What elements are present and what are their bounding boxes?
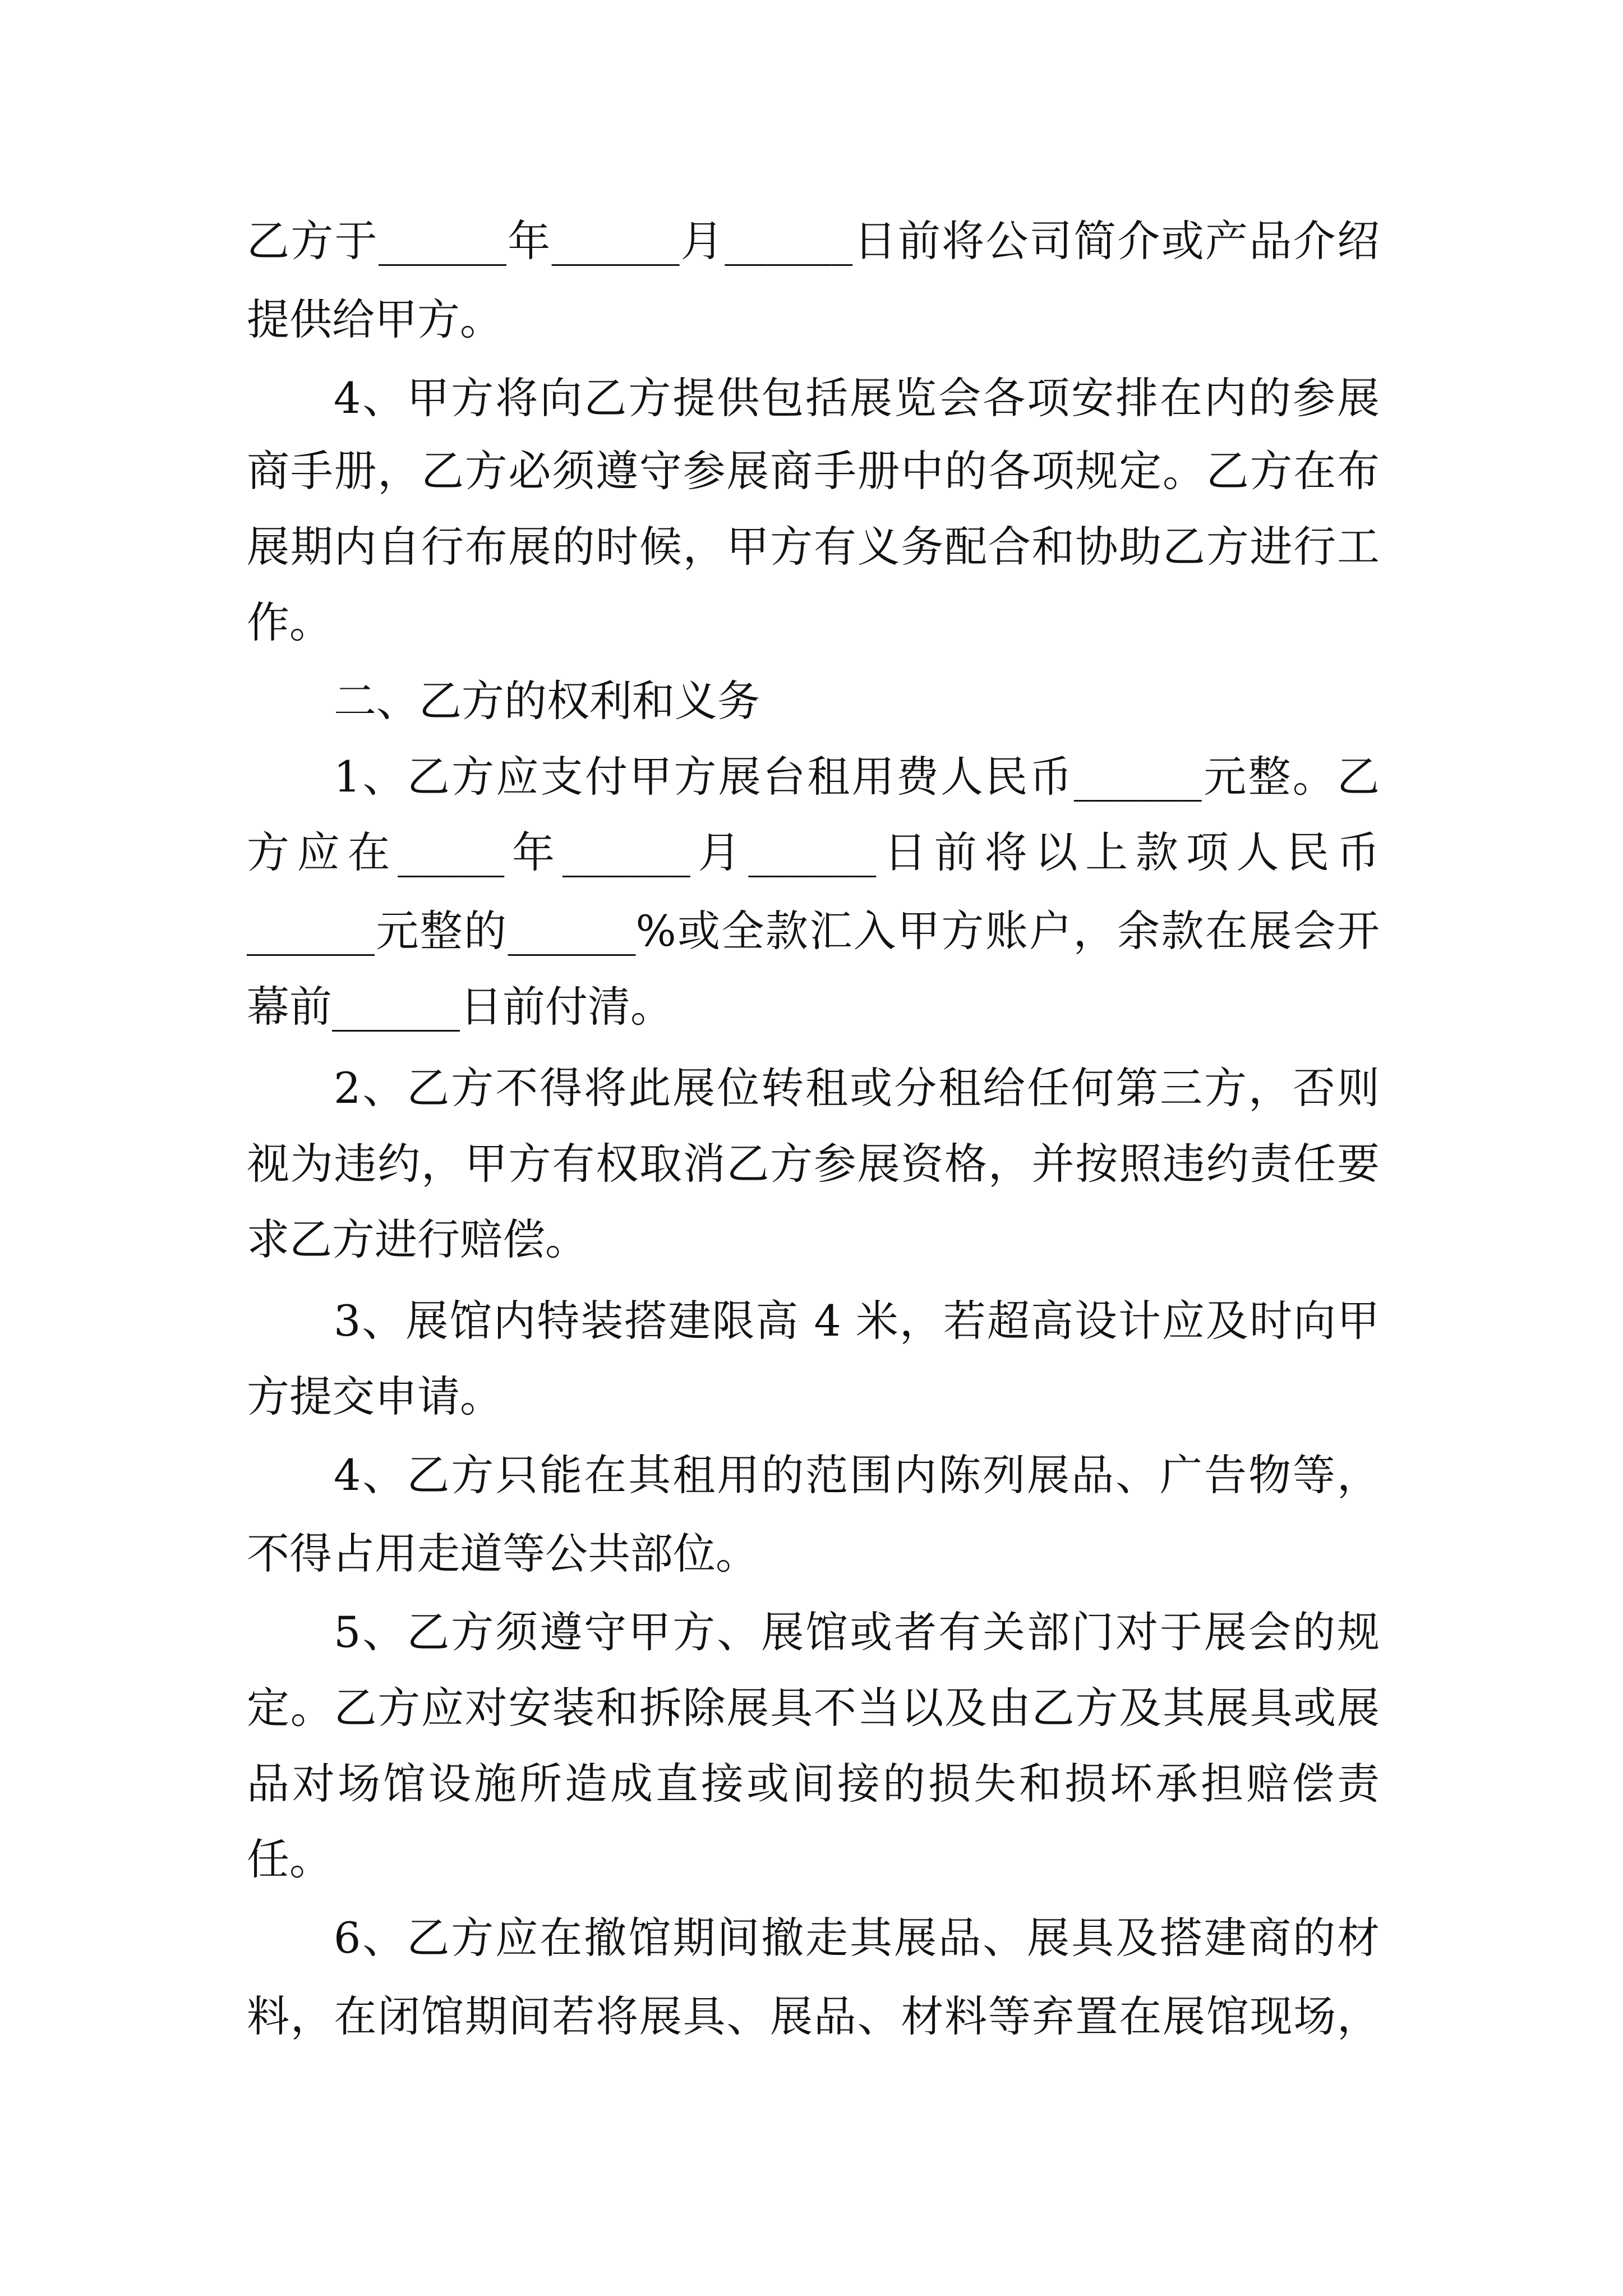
text-line: 3、展馆内特装搭建限高 4 米，若超高设计应及时向甲: [334, 1296, 1380, 1346]
text-line: 幕前______日前付清。: [247, 982, 673, 1032]
text-line: 作。: [247, 597, 332, 647]
text-line: 6、乙方应在撤馆期间撤走其展品、展具及搭建商的材: [334, 1913, 1380, 1963]
text-line: 方提交申请。: [247, 1372, 502, 1421]
text-line: 4、乙方只能在其租用的范围内陈列展品、广告物等，: [334, 1450, 1380, 1500]
text-line: 任。: [247, 1834, 332, 1884]
text-line: 不得占用走道等公共部位。: [247, 1529, 758, 1579]
text-line: 品对场馆设施所造成直接或间接的损失和损坏承担赔偿责: [247, 1759, 1380, 1809]
text-line: 提供给甲方。: [247, 295, 502, 344]
text-line: ______元整的______%或全款汇入甲方账户，余款在展会开: [247, 906, 1380, 956]
text-line: 4、甲方将向乙方提供包括展览会各项安排在内的参展: [334, 373, 1380, 423]
section-heading: 二、乙方的权利和义务: [334, 676, 760, 726]
text-line: 求乙方进行赔偿。: [247, 1214, 588, 1264]
text-line: 商手册，乙方必须遵守参展商手册中的各项规定。乙方在布: [247, 446, 1380, 496]
text-line: 1、乙方应支付甲方展台租用费人民币______元整。乙: [334, 752, 1380, 802]
text-line: 展期内自行布展的时候，甲方有义务配合和协助乙方进行工: [247, 522, 1380, 572]
text-line: 方应在_____年______月______日前将以上款项人民币: [247, 827, 1380, 877]
text-line: 定。乙方应对安装和拆除展具不当以及由乙方及其展具或展: [247, 1683, 1380, 1733]
text-line: 5、乙方须遵守甲方、展馆或者有关部门对于展会的规: [334, 1607, 1380, 1657]
text-line: 料，在闭馆期间若将展具、展品、材料等弃置在展馆现场，: [247, 1991, 1380, 2041]
text-line: 视为违约，甲方有权取消乙方参展资格，并按照违约责任要: [247, 1139, 1380, 1189]
text-line: 乙方于______年______月______日前将公司简介或产品介绍: [247, 216, 1380, 266]
text-line: 2、乙方不得将此展位转租或分租给任何第三方，否则: [334, 1063, 1380, 1113]
